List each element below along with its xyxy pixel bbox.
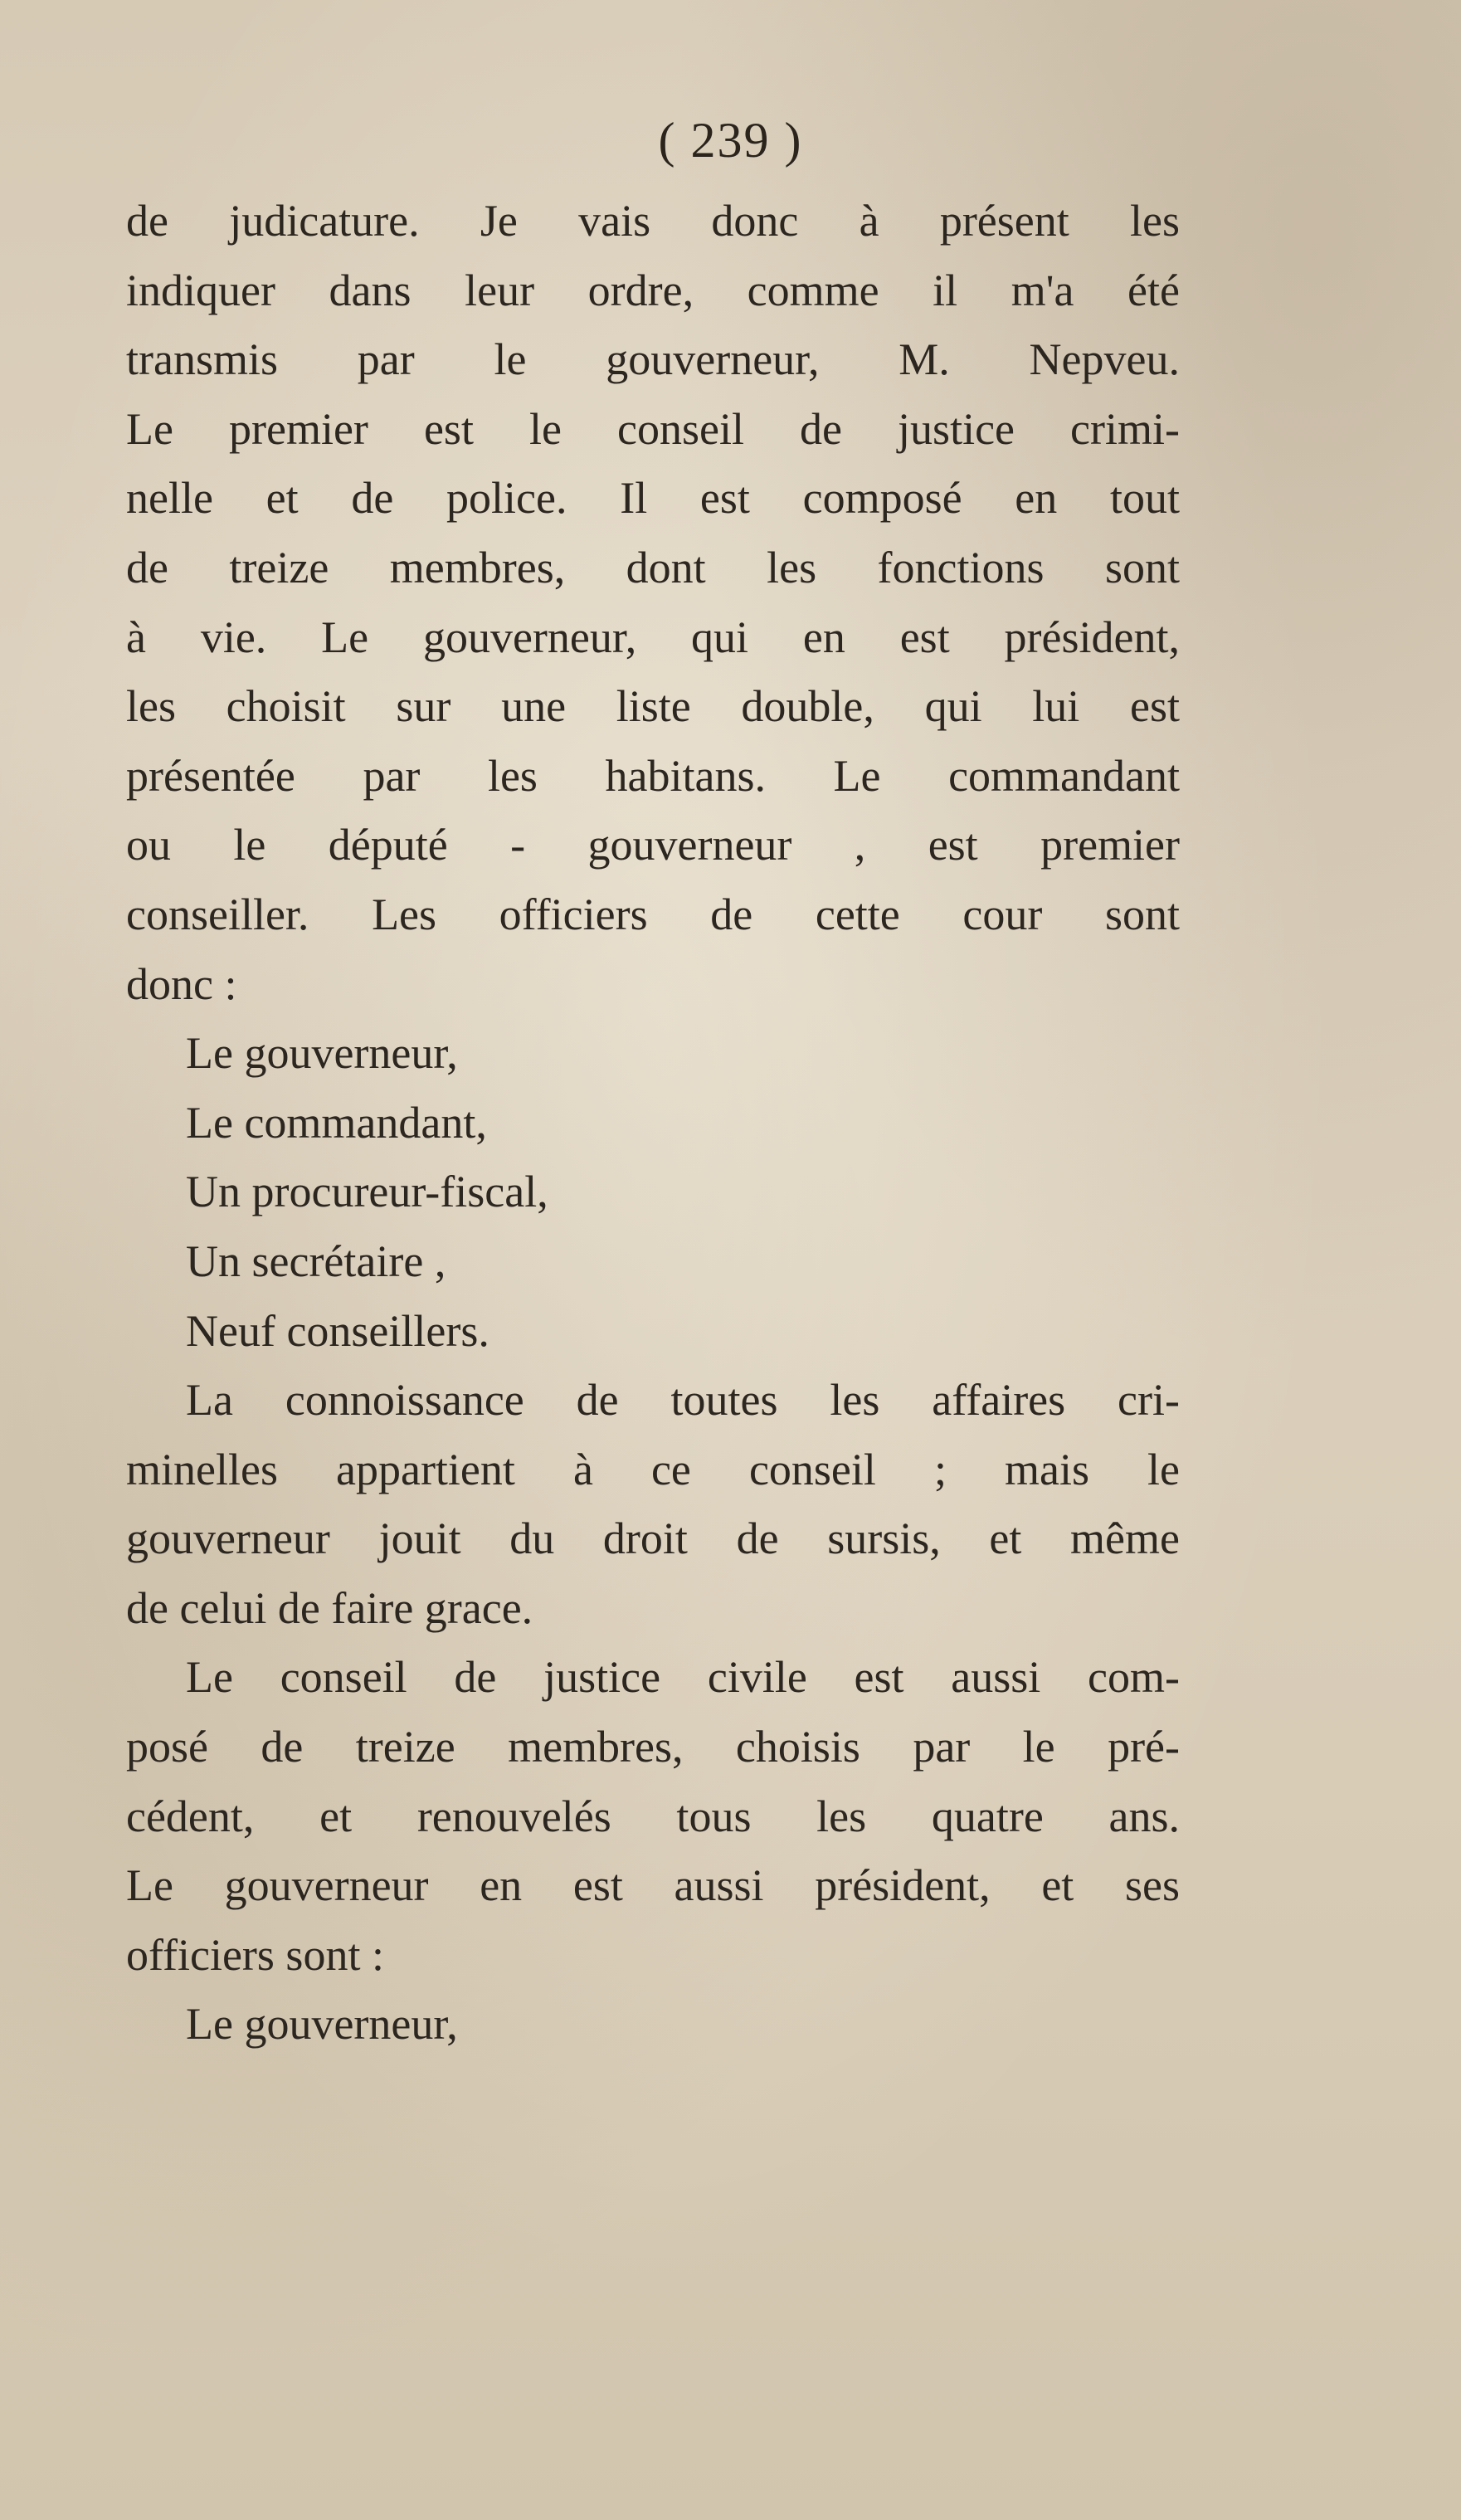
text-line: de judicature. Je vais donc à présent les bbox=[126, 196, 1180, 246]
text-line: transmis par le gouverneur, M. Nepveu. bbox=[126, 334, 1180, 385]
list-item: Le commandant, bbox=[186, 1097, 487, 1148]
page-number: ( 239 ) bbox=[658, 113, 803, 168]
text-line: indiquer dans leur ordre, comme il m'a été bbox=[126, 265, 1180, 315]
list-item: Neuf conseillers. bbox=[186, 1305, 489, 1356]
text-line: de treize membres, dont les fonctions sont bbox=[126, 542, 1180, 592]
list-item: Le gouverneur, bbox=[186, 1028, 458, 1079]
text-line: La connoissance de toutes les affaires cri- bbox=[186, 1375, 1180, 1426]
text-line: les choisit sur une liste double, qui lui est bbox=[126, 681, 1180, 732]
text-line: posé de treize membres, choisis par le pré- bbox=[126, 1722, 1180, 1772]
text-line: nelle et de police. Il est composé en tout bbox=[126, 473, 1180, 524]
text-line: ou le député - gouverneur , est premier bbox=[126, 820, 1180, 870]
text-line: Le gouverneur en est aussi président, et ses bbox=[126, 1860, 1180, 1911]
text-line: gouverneur jouit du droit de sursis, et même bbox=[126, 1513, 1180, 1564]
text-line: officiers sont : bbox=[126, 1929, 384, 1980]
body-text bbox=[126, 187, 1180, 2059]
text-line: minelles appartient à ce conseil ; mais le bbox=[126, 1444, 1180, 1494]
text-line: Le conseil de justice civile est aussi com- bbox=[186, 1652, 1180, 1703]
text-line: de celui de faire grace. bbox=[126, 1582, 533, 1633]
text-line: présentée par les habitans. Le commandant bbox=[126, 750, 1180, 801]
text-line: donc : bbox=[126, 958, 237, 1009]
text-line: Le premier est le conseil de justice crimi- bbox=[126, 403, 1180, 454]
list-item: Un procureur-fiscal, bbox=[186, 1167, 548, 1217]
text-line: conseiller. Les officiers de cette cour sont bbox=[126, 889, 1180, 939]
text-line: à vie. Le gouverneur, qui en est président, bbox=[126, 612, 1180, 662]
list-item: Un secrétaire , bbox=[186, 1236, 446, 1286]
list-item: Le gouverneur, bbox=[186, 1999, 458, 2050]
text-line: cédent, et renouvelés tous les quatre ans. bbox=[126, 1791, 1180, 1841]
